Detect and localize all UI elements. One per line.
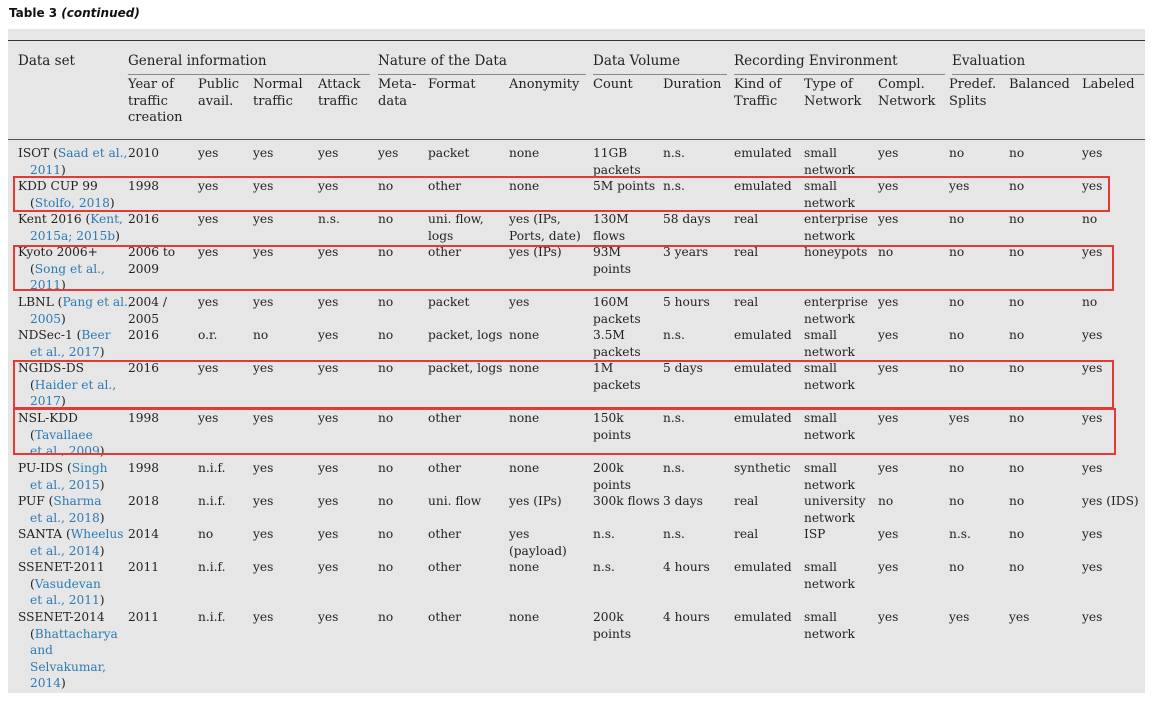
table-cell: real bbox=[734, 527, 759, 541]
citation-close: ) bbox=[61, 278, 66, 292]
citation-link[interactable]: Kent, 2015a; 2015b bbox=[30, 212, 123, 243]
table-cell: other bbox=[428, 560, 462, 574]
citation-close: ) bbox=[99, 344, 105, 359]
table-cell: n.s. bbox=[593, 560, 615, 574]
highlight-box bbox=[13, 176, 1110, 212]
table-cell: yes bbox=[253, 560, 274, 574]
table-cell: yes bbox=[318, 610, 339, 624]
citation-link[interactable]: Pang et al., 2005 bbox=[30, 295, 132, 326]
table-cell: yes (payload) bbox=[509, 527, 567, 558]
header-column: Format bbox=[428, 77, 476, 92]
table-cell: n.i.f. bbox=[198, 494, 226, 508]
dataset-name-text: NSL-KDD ( bbox=[18, 411, 78, 442]
table-cell: no bbox=[1082, 212, 1098, 226]
dataset-name-text: PU-IDS ( bbox=[18, 461, 72, 475]
table-cell: yes bbox=[878, 328, 899, 342]
table-cell: yes bbox=[253, 245, 274, 259]
table-cell: no bbox=[1009, 295, 1025, 309]
table-cell: yes (IPs) bbox=[509, 494, 562, 508]
header-group-rule bbox=[734, 74, 945, 75]
row-dataset-name bbox=[18, 460, 136, 493]
highlight-box bbox=[13, 360, 1114, 409]
table-cell: 2004 / 2005 bbox=[128, 295, 167, 326]
table-cell: no bbox=[378, 295, 394, 309]
table-cell: yes bbox=[509, 295, 530, 309]
table-cell: no bbox=[378, 245, 394, 259]
table-cell: yes bbox=[1082, 411, 1103, 425]
table-cell: 200k points bbox=[593, 610, 632, 641]
table-cell: no bbox=[1009, 411, 1025, 425]
header-group: General information bbox=[128, 53, 267, 69]
row-dataset-name bbox=[18, 609, 136, 692]
table-cell: emulated bbox=[734, 328, 792, 342]
dataset-name-text: KDD CUP 99 ( bbox=[18, 179, 98, 210]
table-cell: enterprise network bbox=[804, 295, 868, 326]
table-cell: yes bbox=[253, 527, 274, 541]
table-cell: n.s. bbox=[318, 212, 340, 226]
table-cell: no bbox=[378, 328, 394, 342]
table-cell: 3.5M packets bbox=[593, 328, 641, 359]
table-cell: n.s. bbox=[663, 527, 685, 541]
table-cell: yes bbox=[318, 361, 339, 375]
header-group: Evaluation bbox=[952, 53, 1026, 69]
table-cell: yes bbox=[318, 245, 339, 259]
table-cell: yes bbox=[318, 295, 339, 309]
table-cell: 2016 bbox=[128, 328, 160, 342]
table-cell: no bbox=[1009, 328, 1025, 342]
table-cell: no bbox=[949, 560, 965, 574]
header-group-rule bbox=[952, 74, 1144, 75]
row-dataset-name bbox=[18, 526, 136, 559]
table-cell: honeypots bbox=[804, 245, 868, 259]
table-header-rule bbox=[8, 139, 1145, 140]
citation-close: ) bbox=[99, 444, 105, 458]
table-cell: yes bbox=[253, 494, 274, 508]
citation-close: ) bbox=[61, 162, 66, 177]
table-cell: yes bbox=[318, 411, 339, 425]
table-cell: 300k flows bbox=[593, 494, 660, 508]
table-cell: yes bbox=[1082, 461, 1103, 475]
dataset-name-text: SSENET-2011 ( bbox=[18, 560, 105, 591]
table-cell: yes bbox=[1009, 610, 1030, 624]
table-cell: no bbox=[949, 461, 965, 475]
table-cell: other bbox=[428, 610, 462, 624]
table-cell: no bbox=[949, 494, 965, 508]
table-cell: 2010 bbox=[128, 146, 160, 160]
table-cell: yes bbox=[878, 212, 899, 226]
table-cell: no bbox=[1082, 295, 1098, 309]
table-cell: emulated bbox=[734, 411, 792, 425]
table-cell: yes bbox=[198, 146, 219, 160]
table-cell: yes bbox=[1082, 179, 1103, 193]
table-cell: packet bbox=[428, 146, 470, 160]
table-cell: yes bbox=[878, 411, 899, 425]
caption-label: Table 3 bbox=[9, 6, 58, 20]
table-cell: yes bbox=[878, 295, 899, 309]
table-cell: yes (IPs) bbox=[509, 245, 562, 259]
table-cell: yes bbox=[318, 527, 339, 541]
header-column: Predef. Splits bbox=[949, 77, 997, 109]
citation-link[interactable]: Singh et al., 2015 bbox=[30, 461, 108, 492]
table-cell: 2011 bbox=[128, 560, 160, 574]
table-cell: real bbox=[734, 245, 759, 259]
header-column: Year of traffic creation bbox=[128, 77, 183, 125]
row-dataset-name bbox=[18, 559, 136, 609]
table-cell: yes bbox=[253, 295, 274, 309]
table-cell: 93M points bbox=[593, 245, 632, 276]
table-cell: yes bbox=[878, 179, 899, 193]
table-cell: no bbox=[1009, 212, 1025, 226]
table-cell: yes bbox=[318, 461, 339, 475]
table-cell: n.s. bbox=[663, 179, 685, 193]
table-cell: no bbox=[378, 212, 394, 226]
dataset-name-text: PUF ( bbox=[18, 494, 54, 508]
table-cell: none bbox=[509, 461, 540, 475]
table-cell: emulated bbox=[734, 146, 792, 160]
table-cell: none bbox=[509, 411, 540, 425]
table-cell: packet bbox=[428, 295, 470, 309]
dataset-name-text: Kent 2016 ( bbox=[18, 212, 91, 226]
table-cell: yes bbox=[198, 411, 219, 425]
table-cell: 5 days bbox=[663, 361, 703, 375]
table-cell: yes bbox=[253, 212, 274, 226]
table-cell: 1998 bbox=[128, 411, 160, 425]
table-cell: 1998 bbox=[128, 461, 160, 475]
table-cell: yes bbox=[949, 411, 970, 425]
table-cell: yes bbox=[878, 610, 899, 624]
table-cell: yes bbox=[318, 494, 339, 508]
table-cell: other bbox=[428, 527, 462, 541]
table-cell: small network bbox=[804, 411, 855, 442]
table-cell: none bbox=[509, 328, 540, 342]
table-cell: packet, logs bbox=[428, 361, 503, 375]
table-cell: n.s. bbox=[949, 527, 971, 541]
table-cell: small network bbox=[804, 361, 855, 392]
table-cell: 2016 bbox=[128, 361, 160, 375]
table-top-rule bbox=[8, 40, 1145, 41]
table-cell: no bbox=[878, 494, 894, 508]
table-cell: yes bbox=[253, 461, 274, 475]
table-cell: 5M points bbox=[593, 179, 656, 193]
table-cell: yes bbox=[949, 610, 970, 624]
citation-link[interactable]: Vasudevan et al., 2011 bbox=[30, 576, 101, 607]
table-cell: 2006 to 2009 bbox=[128, 245, 176, 276]
table-cell: yes bbox=[198, 179, 219, 193]
table-cell: no bbox=[198, 527, 214, 541]
table-cell: none bbox=[509, 179, 540, 193]
table-cell: no bbox=[378, 527, 394, 541]
header-column: Anonymity bbox=[509, 77, 580, 92]
table-cell: no bbox=[949, 245, 965, 259]
citation-close: ) bbox=[61, 394, 66, 408]
table-cell: ISP bbox=[804, 527, 826, 541]
table-cell: yes bbox=[878, 527, 899, 541]
table-cell: no bbox=[878, 245, 894, 259]
table-cell: small network bbox=[804, 328, 855, 359]
table-cell: no bbox=[378, 179, 394, 193]
header-dataset: Data set bbox=[18, 53, 75, 69]
table-cell: none bbox=[509, 560, 540, 574]
dataset-name-text: NDSec-1 ( bbox=[18, 328, 82, 342]
table-cell: yes bbox=[318, 328, 339, 342]
table-cell: yes bbox=[318, 560, 339, 574]
table-cell: yes bbox=[253, 146, 274, 160]
table-cell: n.s. bbox=[663, 146, 685, 160]
table-cell: real bbox=[734, 494, 759, 508]
highlight-box bbox=[13, 408, 1116, 455]
citation-link[interactable]: Haider et al., 2017 bbox=[30, 377, 117, 408]
dataset-name-text: ISOT ( bbox=[18, 146, 58, 160]
citation-close: ) bbox=[61, 676, 66, 690]
table-cell: yes bbox=[878, 560, 899, 574]
table-cell: none bbox=[509, 146, 540, 160]
citation-link[interactable]: Stolfo, 2018 bbox=[34, 195, 110, 210]
header-column: Balanced bbox=[1009, 77, 1070, 92]
table-cell: small network bbox=[804, 560, 855, 591]
table-cell: n.i.f. bbox=[198, 610, 226, 624]
table-cell: no bbox=[378, 494, 394, 508]
header-column: Meta- data bbox=[378, 77, 417, 109]
table-cell: university network bbox=[804, 494, 866, 525]
table-cell: no bbox=[253, 328, 269, 342]
table-cell: small network bbox=[804, 179, 855, 210]
table-cell: 150k points bbox=[593, 411, 632, 442]
table-cell: 5 hours bbox=[663, 295, 710, 309]
dataset-name-text: LBNL ( bbox=[18, 295, 63, 309]
table-cell: no bbox=[949, 328, 965, 342]
citation-link[interactable]: Wheelus et al., 2014 bbox=[30, 527, 124, 558]
table-cell: real bbox=[734, 212, 759, 226]
table-cell: 130M flows bbox=[593, 212, 629, 243]
table-cell: no bbox=[949, 146, 965, 160]
table-cell: no bbox=[378, 361, 394, 375]
table-cell: no bbox=[378, 610, 394, 624]
header-column: Labeled bbox=[1082, 77, 1135, 92]
table-cell: enterprise network bbox=[804, 212, 868, 243]
table-cell: none bbox=[509, 610, 540, 624]
table-cell: n.s. bbox=[593, 527, 615, 541]
table-cell: no bbox=[378, 461, 394, 475]
table-cell: small network bbox=[804, 610, 855, 641]
table-cell: 1998 bbox=[128, 179, 160, 193]
header-column: Public avail. bbox=[198, 77, 240, 109]
table-cell: 11GB packets bbox=[593, 146, 641, 177]
header-group-rule bbox=[378, 74, 586, 75]
table-cell: yes bbox=[318, 179, 339, 193]
table-cell: no bbox=[949, 361, 965, 375]
table-cell: no bbox=[1009, 245, 1025, 259]
table-cell: emulated bbox=[734, 560, 792, 574]
header-group-rule bbox=[128, 74, 370, 75]
table-cell: no bbox=[1009, 527, 1025, 541]
header-column: Normal traffic bbox=[253, 77, 303, 109]
table-cell: yes bbox=[198, 245, 219, 259]
citation-link[interactable]: Bhattacharya and Selvakumar, 2014 bbox=[30, 626, 118, 690]
table-cell: no bbox=[378, 411, 394, 425]
table-cell: small network bbox=[804, 461, 855, 492]
table-cell: other bbox=[428, 245, 462, 259]
table-cell: other bbox=[428, 411, 462, 425]
table-cell: 2016 bbox=[128, 212, 160, 226]
row-dataset-name bbox=[18, 294, 136, 327]
table-cell: yes bbox=[253, 179, 274, 193]
table-cell: 2011 bbox=[128, 610, 160, 624]
header-group: Recording Environment bbox=[734, 53, 898, 69]
table-cell: yes bbox=[1082, 527, 1103, 541]
table-cell: yes bbox=[198, 361, 219, 375]
header-group: Nature of the Data bbox=[378, 53, 507, 69]
table-cell: n.i.f. bbox=[198, 560, 226, 574]
table-cell: yes bbox=[1082, 610, 1103, 624]
citation-link[interactable]: Beer et al., 2017 bbox=[30, 328, 111, 359]
table-cell: no bbox=[378, 560, 394, 574]
table-cell: no bbox=[949, 212, 965, 226]
table-cell: n.s. bbox=[663, 328, 685, 342]
dataset-name-text: SSENET-2014 ( bbox=[18, 610, 105, 641]
table-cell: no bbox=[1009, 461, 1025, 475]
citation-close: ) bbox=[99, 593, 105, 607]
header-group-rule bbox=[593, 74, 727, 75]
table-cell: 2018 bbox=[128, 494, 160, 508]
table-cell: emulated bbox=[734, 610, 792, 624]
table-cell: 4 hours bbox=[663, 610, 710, 624]
header-column: Compl. Network bbox=[878, 77, 936, 109]
table-cell: 160M packets bbox=[593, 295, 641, 326]
citation-link[interactable]: Sharma et al., 2018 bbox=[30, 494, 102, 525]
table-cell: real bbox=[734, 295, 759, 309]
table-cell: yes bbox=[949, 179, 970, 193]
table-cell: yes bbox=[253, 361, 274, 375]
citation-link[interactable]: Song et al., 2011 bbox=[30, 261, 105, 292]
table-cell: yes bbox=[878, 461, 899, 475]
table-cell: no bbox=[1009, 560, 1025, 574]
table-cell: yes bbox=[1082, 245, 1103, 259]
table-cell: n.s. bbox=[663, 461, 685, 475]
citation-link[interactable]: Tavallaee et al., 2009 bbox=[30, 427, 100, 458]
table-caption bbox=[9, 6, 140, 20]
table-cell: none bbox=[509, 361, 540, 375]
table-cell: yes bbox=[253, 411, 274, 425]
header-column: Kind of Traffic bbox=[734, 77, 782, 109]
table-cell: yes bbox=[253, 610, 274, 624]
table-cell: 3 years bbox=[663, 245, 709, 259]
table-cell: no bbox=[1009, 146, 1025, 160]
table-cell: no bbox=[949, 295, 965, 309]
dataset-name-text: SANTA ( bbox=[18, 527, 71, 541]
table-cell: 3 days bbox=[663, 494, 703, 508]
table-cell: uni. flow bbox=[428, 494, 482, 508]
header-column: Type of Network bbox=[804, 77, 862, 109]
table-cell: small network bbox=[804, 146, 855, 177]
table-cell: o.r. bbox=[198, 328, 218, 342]
table-cell: 200k points bbox=[593, 461, 632, 492]
table-cell: other bbox=[428, 461, 462, 475]
table-cell: 4 hours bbox=[663, 560, 710, 574]
table-cell: n.s. bbox=[663, 411, 685, 425]
table-cell: yes bbox=[878, 146, 899, 160]
citation-close: ) bbox=[115, 228, 120, 243]
table-cell: other bbox=[428, 179, 462, 193]
citation-close: ) bbox=[109, 195, 115, 210]
table-cell: yes (IDS) bbox=[1082, 494, 1139, 508]
table-cell: yes bbox=[1082, 560, 1103, 574]
header-column: Count bbox=[593, 77, 633, 92]
table-cell: uni. flow, logs bbox=[428, 212, 484, 243]
highlight-box bbox=[13, 245, 1114, 291]
table-cell: 58 days bbox=[663, 212, 711, 226]
table-cell: emulated bbox=[734, 179, 792, 193]
citation-link[interactable]: Saad et al., 2011 bbox=[30, 146, 128, 177]
header-group: Data Volume bbox=[593, 53, 681, 69]
table-cell: yes bbox=[378, 146, 399, 160]
table-cell: yes bbox=[198, 295, 219, 309]
dataset-name-text: NGIDS-DS ( bbox=[18, 361, 85, 392]
citation-close: ) bbox=[61, 311, 66, 326]
table-cell: no bbox=[1009, 361, 1025, 375]
header-column: Attack traffic bbox=[318, 77, 361, 109]
citation-close: ) bbox=[99, 543, 105, 558]
table-cell: no bbox=[1009, 494, 1025, 508]
table-cell: yes bbox=[1082, 146, 1103, 160]
row-dataset-name bbox=[18, 327, 136, 360]
dataset-name-text: Kyoto 2006+ ( bbox=[18, 245, 98, 276]
row-dataset-name bbox=[18, 211, 136, 244]
table-cell: yes bbox=[1082, 361, 1103, 375]
table-cell: no bbox=[1009, 179, 1025, 193]
citation-close: ) bbox=[99, 510, 105, 525]
header-column: Duration bbox=[663, 77, 722, 92]
table-cell: packet, logs bbox=[428, 328, 503, 342]
table-cell: n.i.f. bbox=[198, 461, 226, 475]
row-dataset-name bbox=[18, 493, 136, 526]
table-cell: yes bbox=[318, 146, 339, 160]
table-cell: yes bbox=[1082, 328, 1103, 342]
citation-close: ) bbox=[99, 477, 105, 492]
table-cell: yes bbox=[878, 361, 899, 375]
table-cell: 1M packets bbox=[593, 361, 641, 392]
table-cell: emulated bbox=[734, 361, 792, 375]
table-cell: yes (IPs, Ports, date) bbox=[509, 212, 581, 243]
row-dataset-name bbox=[18, 145, 136, 178]
table-cell: yes bbox=[198, 212, 219, 226]
table-cell: synthetic bbox=[734, 461, 791, 475]
caption-note: (continued) bbox=[61, 6, 140, 20]
table-cell: 2014 bbox=[128, 527, 160, 541]
